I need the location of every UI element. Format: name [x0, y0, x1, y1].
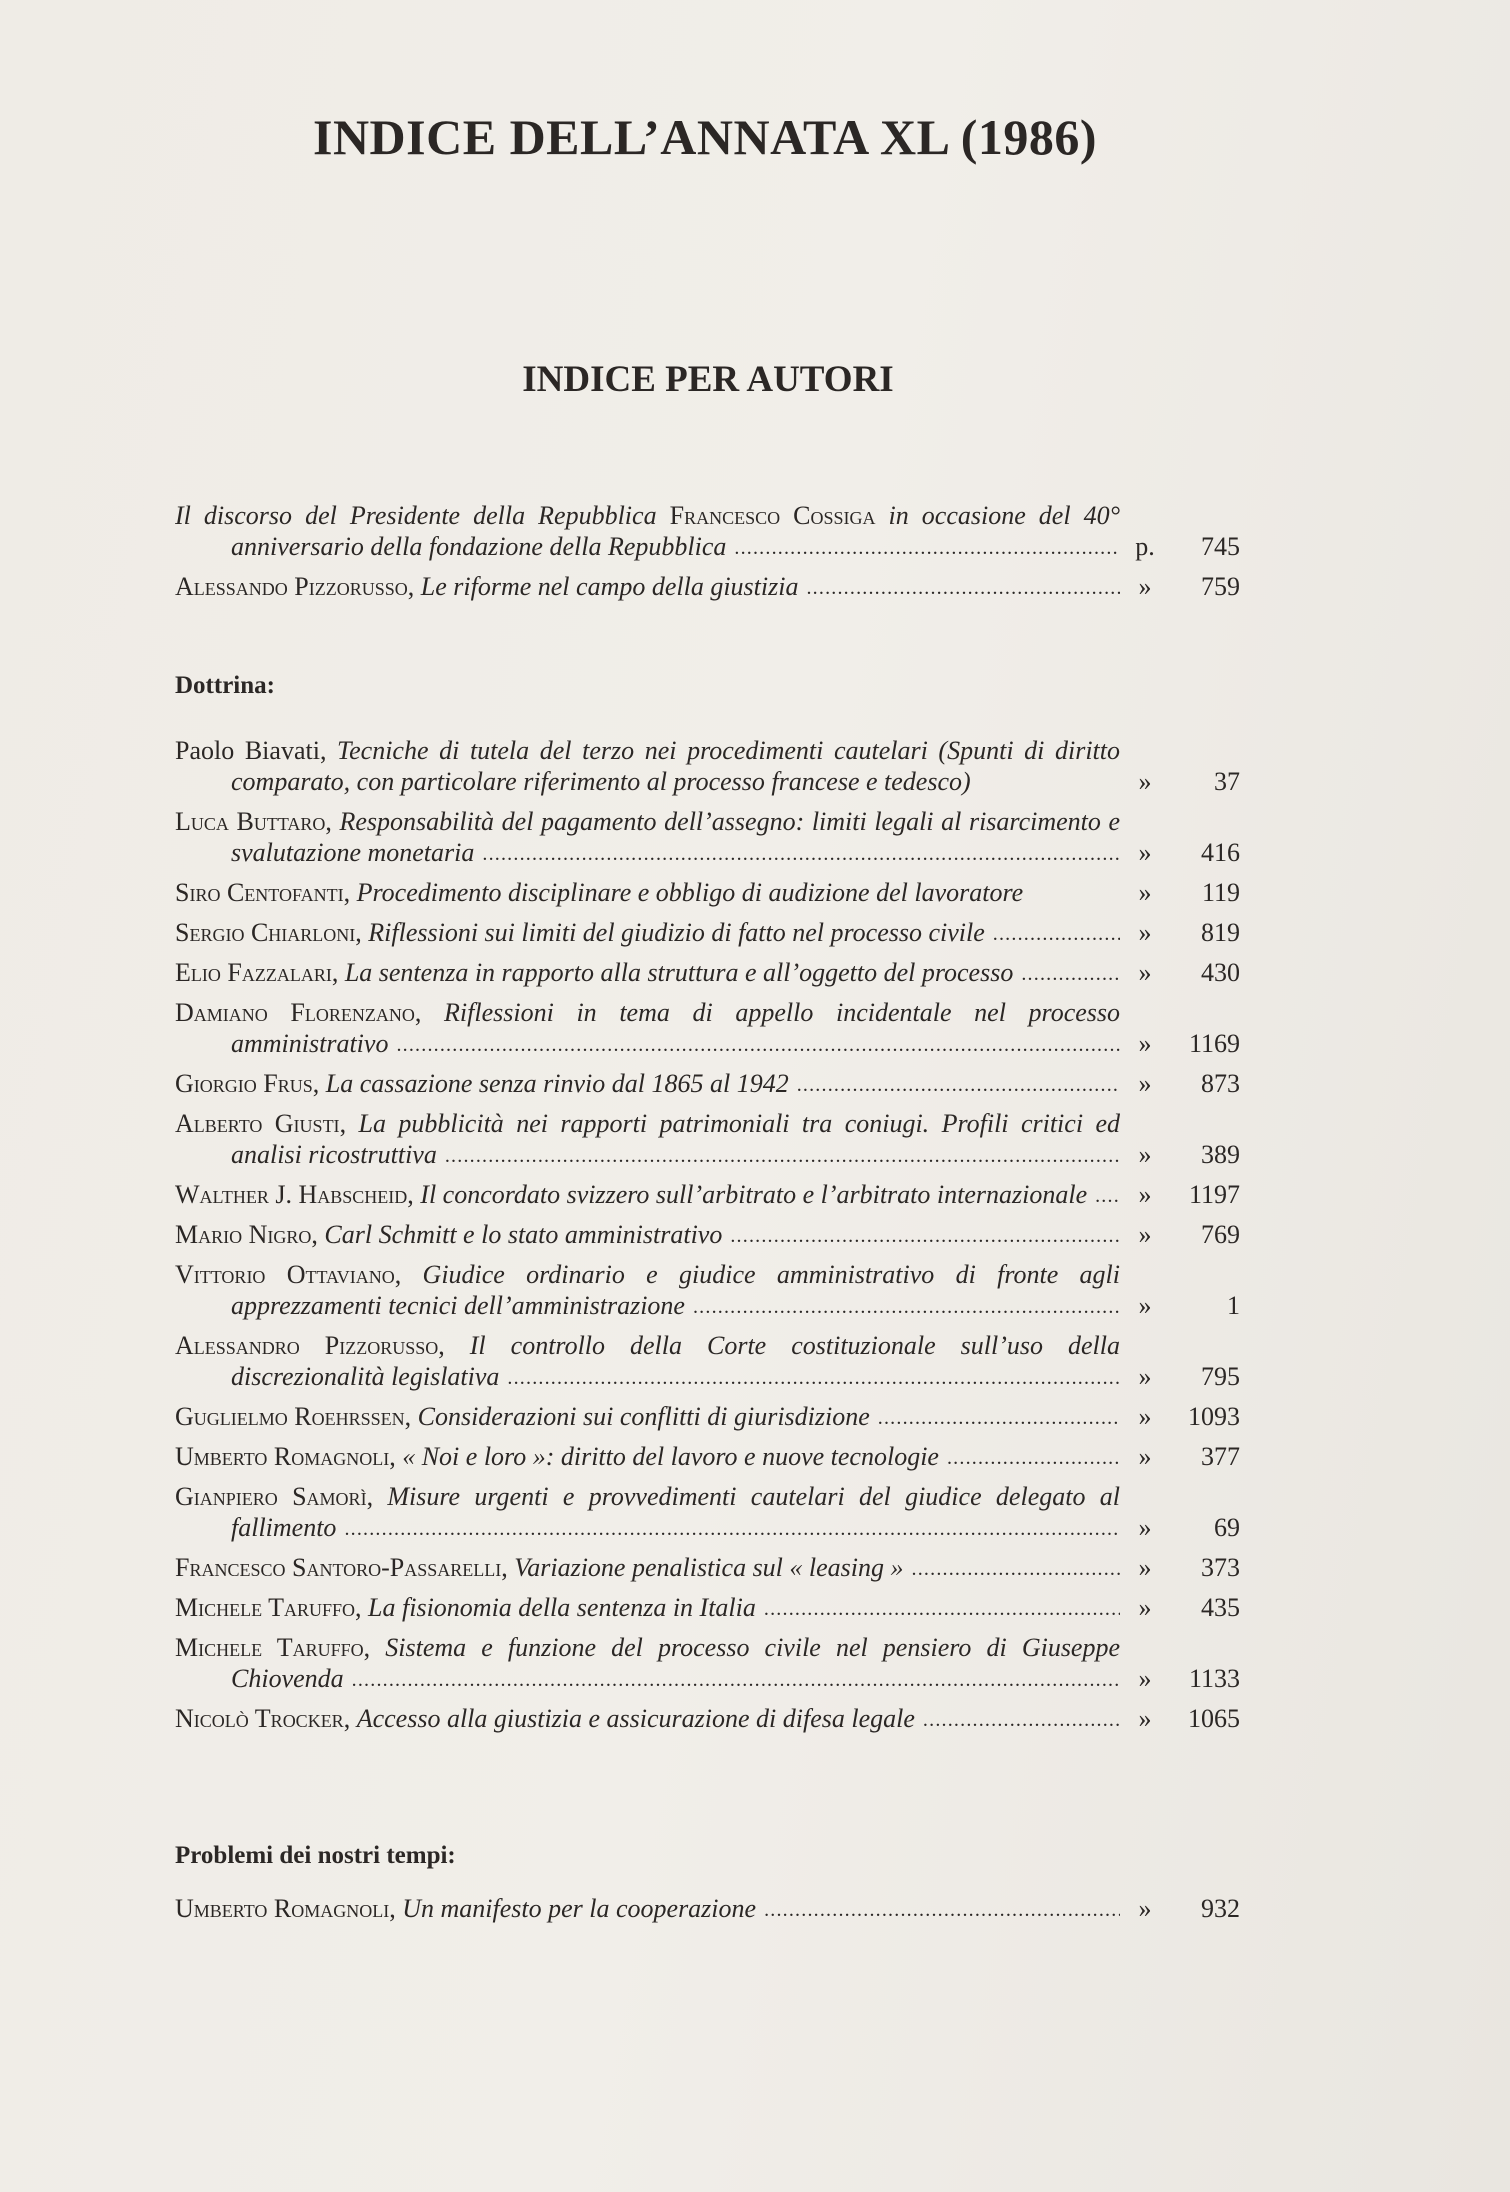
entry-author: Alberto Giusti	[175, 1109, 340, 1138]
entry-separator: ,	[414, 998, 445, 1027]
dottrina-section	[175, 670, 1255, 701]
index-entry	[175, 1108, 1255, 1170]
entry-text	[175, 1592, 1120, 1623]
entry-author: Walther J. Habscheid	[175, 1180, 408, 1209]
entry-page-number: 1093	[1188, 1402, 1240, 1431]
entry-separator: ,	[325, 807, 340, 836]
entry-title: Procedimento disciplinare e obbligo di audizione del lavoratore	[356, 878, 1024, 907]
index-entry	[175, 957, 1255, 988]
index-entry	[175, 571, 1255, 602]
entry-ditto-mark: »	[1138, 1180, 1152, 1209]
entry-title: Le riforme nel campo della giustizia	[420, 572, 799, 601]
entry-text	[175, 1893, 1120, 1924]
entry-text	[175, 1068, 1120, 1099]
entry-separator: ,	[311, 1220, 325, 1249]
entry-separator: ,	[438, 1331, 470, 1360]
problemi-entries	[175, 1893, 1255, 1933]
entry-ditto-mark: »	[1138, 572, 1152, 601]
entry-text	[175, 1401, 1120, 1432]
entry-ditto-mark: »	[1138, 1362, 1152, 1391]
entry-ditto-mark: »	[1138, 1402, 1152, 1431]
intro-section	[175, 500, 1255, 611]
entry-separator: ,	[394, 1260, 423, 1289]
index-entry	[175, 1401, 1255, 1432]
entry-text	[175, 500, 1120, 562]
entry-title: in occasione del 40° anniversario della fondazione della Repubblica	[231, 501, 1120, 561]
entry-ditto-mark: »	[1138, 1029, 1152, 1058]
entry-title: Misure urgenti e provvedimenti cautelari del giudice delegato al fallimento	[231, 1482, 1120, 1542]
entry-title: Variazione penalistica sul « leasing »	[514, 1553, 904, 1582]
entry-ditto-mark: »	[1138, 1069, 1152, 1098]
index-entry	[175, 1259, 1255, 1321]
entry-ditto-mark: »	[1138, 958, 1152, 987]
entry-page-number: 430	[1201, 958, 1240, 987]
entry-title: Riflessioni sui limiti del giudizio di fatto nel processo civile	[368, 918, 985, 947]
entry-page-number: 759	[1201, 572, 1240, 601]
section-heading-problemi: Problemi dei nostri tempi:	[175, 1842, 456, 1869]
entry-title: La fisionomia della sentenza in Italia	[368, 1593, 756, 1622]
entry-title: La sentenza in rapporto alla struttura e all’oggetto del processo	[344, 958, 1014, 987]
entry-separator: ,	[389, 1894, 403, 1923]
entry-separator: ,	[404, 1402, 418, 1431]
entry-title: Sistema e funzione del processo civile nel pensiero di Giuseppe Chiovenda	[231, 1633, 1120, 1693]
section-heading-dottrina: Dottrina:	[175, 672, 275, 699]
entry-text	[175, 1330, 1120, 1392]
index-entry	[175, 1330, 1255, 1392]
entry-text	[175, 1703, 1120, 1734]
entry-title: Tecniche di tutela del terzo nei procedimenti cautelari (Spunti di diritto comparato, con particolare riferimento al processo francese e tedesco)	[231, 736, 1120, 796]
entry-page-number: 1065	[1188, 1704, 1240, 1733]
entry-page-number: 1197	[1188, 1180, 1240, 1209]
index-entry	[175, 1592, 1255, 1623]
entry-page-number: 873	[1201, 1069, 1240, 1098]
index-entry	[175, 1179, 1255, 1210]
entry-ditto-mark: »	[1138, 878, 1152, 907]
entry-author: Umberto Romagnoli	[175, 1894, 390, 1923]
entry-ditto-mark: »	[1138, 1704, 1152, 1733]
entry-text	[175, 1219, 1120, 1250]
index-entry	[175, 917, 1255, 948]
entry-separator: ,	[407, 572, 421, 601]
entry-author: Umberto Romagnoli	[175, 1442, 390, 1471]
entry-author: Nicolò Trocker	[175, 1704, 344, 1733]
entry-page-number: 932	[1201, 1894, 1240, 1923]
entry-ditto-mark: »	[1138, 1664, 1152, 1693]
index-by-authors-title: INDICE PER AUTORI	[522, 359, 894, 400]
entry-page-number: 1133	[1188, 1664, 1240, 1693]
entry-text	[175, 571, 1120, 602]
entry-text	[175, 1481, 1120, 1543]
entry-ditto-mark: »	[1138, 1220, 1152, 1249]
dottrina-entries	[175, 735, 1255, 1743]
entry-page-number: 769	[1201, 1220, 1240, 1249]
entry-author: Vittorio Ottaviano	[175, 1260, 395, 1289]
entry-ditto-mark: p.	[1135, 532, 1155, 561]
entry-text	[175, 1552, 1120, 1583]
entry-author: Francesco Cossiga	[669, 501, 876, 530]
entry-author: Alessandro Pizzorusso	[175, 1331, 439, 1360]
entry-separator: ,	[343, 1704, 357, 1733]
entry-ditto-mark: »	[1138, 1593, 1152, 1622]
entry-separator: ,	[355, 918, 369, 947]
entry-author: Elio Fazzalari	[175, 958, 332, 987]
entry-page-number: 377	[1201, 1442, 1240, 1471]
entry-page-number: 389	[1201, 1140, 1240, 1169]
entry-author: Francesco Santoro-Passarelli	[175, 1553, 502, 1582]
entry-title: Il controllo della Corte costituzionale sull’uso della discrezionalità legislativa	[231, 1331, 1120, 1391]
entry-separator: ,	[366, 1482, 388, 1511]
entry-author: Damiano Florenzano	[175, 998, 415, 1027]
entry-separator: ,	[319, 736, 338, 765]
entry-ditto-mark: »	[1138, 1140, 1152, 1169]
entry-page-number: 373	[1201, 1553, 1240, 1582]
entry-separator: ,	[343, 878, 357, 907]
entry-separator: ,	[312, 1069, 326, 1098]
entry-title: Responsabilità del pagamento dell’assegno: limiti legali al risarcimento e svalutazione monetaria	[231, 807, 1120, 867]
entry-page-number: 416	[1201, 838, 1240, 867]
entry-title: Il concordato svizzero sull’arbitrato e l’arbitrato internazionale	[420, 1180, 1088, 1209]
entry-text	[175, 917, 1120, 948]
index-entry	[175, 735, 1255, 797]
entry-text	[175, 877, 1120, 908]
index-entry	[175, 1481, 1255, 1543]
entry-page-number: 795	[1201, 1362, 1240, 1391]
index-entry	[175, 1703, 1255, 1734]
entry-separator: ,	[331, 958, 345, 987]
index-entry	[175, 806, 1255, 868]
entry-separator: ,	[501, 1553, 515, 1582]
index-entry	[175, 1219, 1255, 1250]
entry-text	[175, 1259, 1120, 1321]
entry-separator: ,	[407, 1180, 421, 1209]
index-entry	[175, 1632, 1255, 1694]
index-entry	[175, 1068, 1255, 1099]
entry-title: Giudice ordinario e giudice amministrativo di fronte agli apprezzamenti tecnici dell’amministrazione	[231, 1260, 1120, 1320]
entry-ditto-mark: »	[1138, 1513, 1152, 1542]
entry-title: La pubblicità nei rapporti patrimoniali tra coniugi. Profili critici ed analisi ricostruttiva	[231, 1109, 1120, 1169]
entry-text	[175, 1632, 1120, 1694]
entry-title: Carl Schmitt e lo stato amministrativo	[324, 1220, 723, 1249]
index-entry	[175, 1552, 1255, 1583]
entry-separator: ,	[389, 1442, 403, 1471]
annual-index-title: INDICE DELL’ANNATA XL (1986)	[312, 109, 1098, 165]
index-entry	[175, 1893, 1255, 1924]
index-entry	[175, 500, 1255, 562]
entry-page-number: 1	[1227, 1291, 1240, 1320]
entry-page-number: 37	[1214, 767, 1240, 796]
entry-text	[175, 1108, 1120, 1170]
entry-title: Considerazioni sui conflitti di giurisdizione	[417, 1402, 870, 1431]
entry-ditto-mark: »	[1138, 838, 1152, 867]
entry-author: Luca Buttaro	[175, 807, 326, 836]
entry-title: La cassazione senza rinvio dal 1865 al 1942	[325, 1069, 789, 1098]
entry-title: Accesso alla giustizia e assicurazione di difesa legale	[356, 1704, 915, 1733]
entry-page-number: 435	[1201, 1593, 1240, 1622]
entry-ditto-mark: »	[1138, 1442, 1152, 1471]
entry-title: Riflessioni in tema di appello incidentale nel processo amministrativo	[231, 998, 1120, 1058]
entry-author: Giorgio Frus	[175, 1069, 313, 1098]
entry-text	[175, 1179, 1120, 1210]
entry-page-number: 1169	[1188, 1029, 1240, 1058]
entry-text	[175, 997, 1120, 1059]
index-entry	[175, 997, 1255, 1059]
entry-text	[175, 735, 1120, 797]
entry-text	[175, 957, 1120, 988]
entry-page-number: 119	[1201, 878, 1240, 907]
entry-title: « Noi e loro »: diritto del lavoro e nuove tecnologie	[402, 1442, 939, 1471]
entry-author: Alessando Pizzorusso	[175, 572, 408, 601]
entry-ditto-mark: »	[1138, 1894, 1152, 1923]
entry-page-number: 745	[1201, 532, 1240, 561]
entry-separator: ,	[339, 1109, 359, 1138]
entry-ditto-mark: »	[1138, 1291, 1152, 1320]
entry-ditto-mark: »	[1138, 1553, 1152, 1582]
entry-title: Un manifesto per la cooperazione	[402, 1894, 757, 1923]
entry-author: Gianpiero Samorì	[175, 1482, 367, 1511]
entry-author: Mario Nigro	[175, 1220, 312, 1249]
entry-author: Guglielmo Roehrssen	[175, 1402, 405, 1431]
entry-page-number: 819	[1201, 918, 1240, 947]
index-entry	[175, 877, 1255, 908]
entry-prefix: Il discorso del Presidente della Repubblica	[175, 501, 670, 530]
entry-page-number: 69	[1214, 1513, 1240, 1542]
entry-text	[175, 806, 1120, 868]
entry-author: Michele Taruffo	[175, 1593, 356, 1622]
entry-author: Paolo Biavati	[175, 736, 320, 765]
index-entry	[175, 1441, 1255, 1472]
entry-ditto-mark: »	[1138, 767, 1152, 796]
entry-author: Sergio Chiarloni	[175, 918, 356, 947]
problemi-section	[175, 1840, 1255, 1871]
entry-author: Michele Taruffo	[175, 1633, 364, 1662]
entry-separator: ,	[363, 1633, 386, 1662]
entry-separator: ,	[355, 1593, 369, 1622]
entry-author: Siro Centofanti	[175, 878, 344, 907]
entry-text	[175, 1441, 1120, 1472]
entry-ditto-mark: »	[1138, 918, 1152, 947]
